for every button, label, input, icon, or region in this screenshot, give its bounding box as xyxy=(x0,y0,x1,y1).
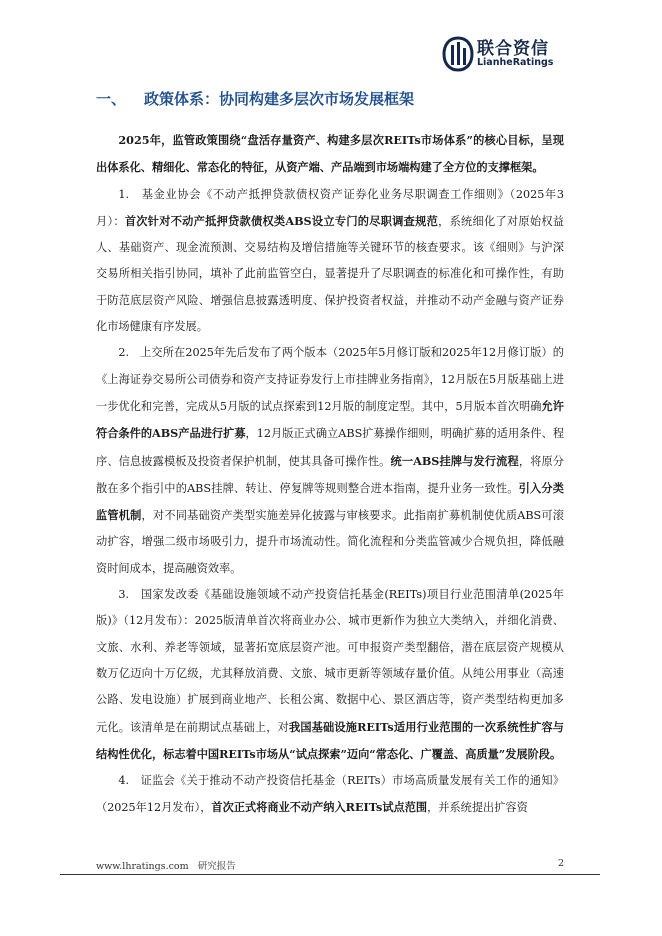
item-emphasis: 统一ABS挂牌与发行流程 xyxy=(390,453,519,468)
page-number: 2 xyxy=(557,858,564,869)
list-item-2 xyxy=(96,340,564,582)
item-number: 4. xyxy=(118,774,130,788)
report-body xyxy=(96,88,564,822)
brand-name-en: LianheRatings xyxy=(477,57,554,68)
list-item-3 xyxy=(96,582,564,768)
item-emphasis: 允许符合条件的ABS产品进行扩募 xyxy=(96,398,564,441)
lianhe-logo-icon xyxy=(442,36,474,72)
item-text: 国家发改委《基础设施领域不动产投资信托基金(REITs)项目行业范围清单(2025年版)》（12月发布）：2025版清单首次将商业办公、城市更新作为独立大类纳入，并细化消费、文旅、水利、养老等领域，显著拓宽底层资产池。可申报资产类型翻倍，潜在底层资产规模从数万亿迈向十万亿级，尤其释放消费、文旅、城市更新等领域存量价值。从纯公用事业（高速公路、发电设施）扩展到商业地产、长租公寓、数据中心、景区酒店等，资产类型结构更加多元化。该清单是在前期试点基础上，对 xyxy=(96,588,564,734)
section-number: 一、 xyxy=(96,90,127,108)
footer-url[interactable]: www.lhratings.com xyxy=(96,861,189,872)
footer-rule xyxy=(60,874,600,875)
item-text: ，系统细化了对原始权益人、基础资产、现金流预测、交易结构及增信措施等关键环节的核查要求。该《细则》与沪深交易所相关指引协同，填补了此前监管空白，显著提升了尽职调查的标准化和可操作性，有助于防范底层资产风险、增强信息披露透明度、保护投资者权益，并推动不动产金融与资产证券化市场健康有序发展。 xyxy=(96,214,564,334)
item-emphasis: 首次正式将商业不动产纳入REITs试点范围 xyxy=(211,800,428,815)
list-item-4 xyxy=(96,768,564,822)
item-text: 证监会《关于推动不动产投资信托基金（REITs）市场高质量发展有关工作的通知》（2025年12月发布）， xyxy=(96,774,565,815)
item-emphasis: 我国基础设施REITs适用行业范围的一次系统性扩容与结构性优化，标志着中国REITs市场从“试点探索”迈向“常态化、广覆盖、高质量”发展阶段。 xyxy=(96,719,564,761)
intro-text: 2025年，监管政策围绕“盘活存量资产、构建多层次REITs市场体系”的核心目标，呈现出体系化、精细化、常态化的特征，从资产端、产品端到市场端构建了全方位的支撑框架。 xyxy=(96,133,564,175)
item-text: ，将原分散在多个指引中的ABS挂牌、转让、停复牌等规则整合进本指南，提升业务一致性。 xyxy=(96,454,564,495)
section-heading xyxy=(96,88,564,109)
item-text: ，对不同基础资产类型实施差异化披露与审核要求。此指南扩募机制使优质ABS可滚动扩容，增强二级市场吸引力，提升市场流动性。简化流程和分类监管减少合规负担，降低融资时间成本，提高融资效率。 xyxy=(96,509,564,575)
item-text: 上交所在2025年先后发布了两个版本（2025年5月修订版和2025年12月修订版）的《上海证券交易所公司债券和资产支持证券发行上市挂牌业务指南》，12月版在5月版基础上进一步优化和完善，完成从5月版的试点探索到12月版的制度定型。其中，5月版本首次明确 xyxy=(96,346,564,413)
item-number: 1. xyxy=(118,187,130,201)
list-item-1 xyxy=(96,182,564,341)
page-header xyxy=(96,26,562,80)
intro-paragraph xyxy=(96,127,564,182)
item-number: 2. xyxy=(118,346,130,360)
footer-label: 研究报告 xyxy=(197,861,236,872)
lianhe-ratings-logo xyxy=(442,36,562,76)
item-emphasis: 引入分类监管机制 xyxy=(96,480,564,523)
item-emphasis: 首次针对不动产抵押贷款债权类ABS设立专门的尽职调查规范 xyxy=(124,213,439,228)
footer-left xyxy=(96,858,236,872)
item-text: ，并系统提出扩容资 xyxy=(427,801,528,815)
section-title: 政策体系：协同构建多层次市场发展框架 xyxy=(144,90,415,108)
item-number: 3. xyxy=(118,588,130,602)
item-text: ，12月版正式确立ABS扩募操作细则，明确扩募的适用条件、程序、信息披露模板及投资者保护机制，使其具备可操作性。 xyxy=(96,427,565,468)
item-text: 基金业协会《不动产抵押贷款债权资产证券化业务尽职调查工作细则》（2025年3月）： xyxy=(96,187,564,228)
brand-name-cn: 联合资信 xyxy=(477,39,549,59)
